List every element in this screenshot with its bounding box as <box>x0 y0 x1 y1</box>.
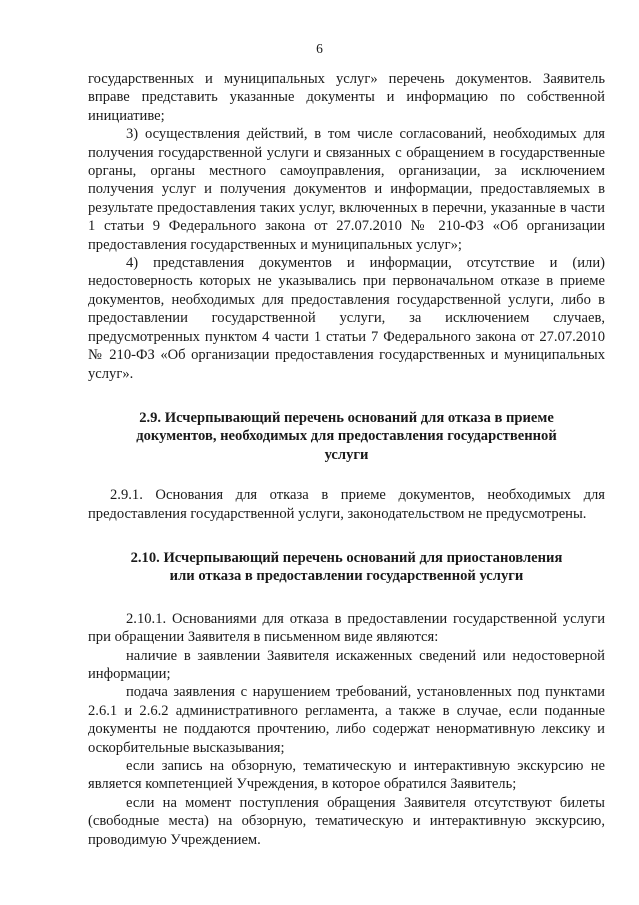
paragraph-2-10-1: 2.10.1. Основаниями для отказа в предоставлении государственной услуги при обращении Заявителя в письменном виде являются: <box>88 610 605 646</box>
section-2-10-heading-line1: 2.10. Исчерпывающий перечень оснований для приостановления <box>130 549 563 566</box>
paragraph-item-3: 3) осуществления действий, в том числе согласований, необходимых для получения государственной услуги и связанных с обращением в государственные органы, органы местного самоуправления, организации, за исключением получения услуг и получения документов и информации, предоставляемых в результате предоставления таких услуг, включенных в перечни, указанные в части 1 статьи 9 Федерального закона от 27.07.2010 № 210-ФЗ «Об организации предоставления государственных и муниципальных услуг»; <box>88 126 605 253</box>
section-2-9-heading <box>88 409 605 464</box>
paragraph-continuation: государственных и муниципальных услуг» перечень документов. Заявитель вправе представить указанные документы и информацию по собственной инициативе; <box>88 71 605 124</box>
paragraph-reason-1: наличие в заявлении Заявителя искаженных сведений или недостоверной информации; <box>88 647 605 682</box>
paragraph-item-4: 4) представления документов и информации, отсутствие и (или) недостоверность которых не указывались при первоначальном отказе в приеме документов, необходимых для предоставления государственной услуги, либо в предоставлении государственной услуги, за исключением случаев, предусмотренных пунктом 4 части 1 статьи 7 Федерального закона от 27.07.2010 № 210-ФЗ «Об организации предоставления государственных и муниципальных услуг». <box>88 255 605 382</box>
section-2-9-heading-line3: услуги <box>324 446 369 463</box>
section-2-10-heading <box>88 549 605 586</box>
paragraph-reason-4: если на момент поступления обращения Заявителя отсутствуют билеты (свободные места) на обзорную, тематическую и интерактивную экскурсию, проводимую Учреждением. <box>88 794 605 848</box>
paragraph-reason-2: подача заявления с нарушением требований, установленных под пунктами 2.6.1 и 2.6.2 административного регламента, а также в случае, если поданные документы не поддаются прочтению, либо содержат ненормативную лексику и оскорбительные высказывания; <box>88 684 605 756</box>
paragraph-reason-3: если запись на обзорную, тематическую и интерактивную экскурсию не является компетенцией Учреждения, в которое обратился Заявитель; <box>88 758 605 793</box>
page-number: 6 <box>316 41 323 56</box>
section-2-10-heading-line2: или отказа в предоставлении государственной услуги <box>169 568 524 585</box>
section-2-9-heading-line2: документов, необходимых для предоставления государственной <box>136 428 557 445</box>
section-2-9-heading-line1: 2.9. Исчерпывающий перечень оснований для отказа в приеме <box>139 409 554 426</box>
document-body <box>88 70 605 849</box>
paragraph-2-9-1: 2.9.1. Основания для отказа в приеме документов, необходимых для предоставления государственной услуги, законодательством не предусмотрены. <box>88 487 605 522</box>
